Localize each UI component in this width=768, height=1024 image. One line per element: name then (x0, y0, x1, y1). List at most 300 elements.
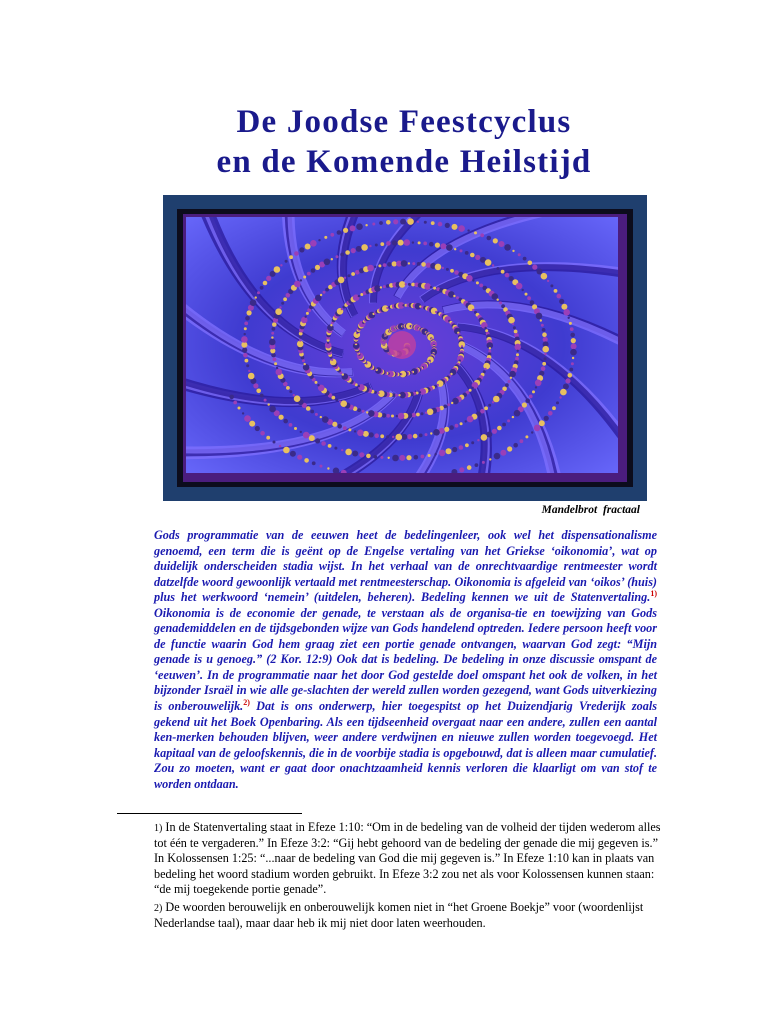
fractal-dot (560, 389, 567, 396)
fractal-dot (356, 246, 362, 252)
fractal-dot (467, 416, 474, 423)
fractal-dot (338, 277, 345, 284)
fractal-dot (497, 426, 502, 431)
title-line-2: en de Komende Heilstijd (216, 144, 592, 180)
fractal-dot (244, 415, 251, 422)
fractal-dot (445, 223, 450, 228)
fractal-dot (395, 394, 398, 397)
fractal-dot (396, 415, 398, 417)
fractal-dot (368, 410, 375, 417)
fractal-dot (502, 423, 506, 427)
fractal-dot (315, 438, 320, 443)
fractal-dot (361, 244, 368, 251)
fractal-dot (331, 359, 333, 361)
fractal-dot (559, 396, 561, 398)
fractal-dot (304, 458, 309, 463)
fractal-dot (489, 347, 491, 349)
fractal-dot (435, 243, 440, 248)
fractal-dot (569, 368, 573, 372)
fractal-dot (363, 431, 369, 437)
body-text-part-1: Gods programmatie van de eeuwen heet de bedelingenleer, ook wel het dispensationalisme genoemd, een term die is geënt op de Engelse vertaling van het Griekse ‘oikonomia’, wat op duidelijk onderscheiden stadia wijst. In het verhaal van de onrechtvaardige rentmeester wordt datzelfde woord gewoonlijk vertaald met rentmeesterschap. Oikonomia is afgeleid van ‘oikos’ (huis) plus het werkwoord ‘nemein’ (uitdelen, beheren). Bedeling kennen we uit de Statenvertaling. (154, 528, 657, 605)
fractal-dot (407, 434, 412, 439)
fractal-dot (290, 451, 296, 457)
fractal-dot (306, 312, 309, 315)
fractal-dot (275, 308, 282, 315)
fractal-dot (303, 276, 306, 279)
fractal-dot (362, 410, 365, 413)
fractal-dot (450, 269, 454, 273)
fractal-dot (435, 264, 442, 271)
fractal-dot (565, 378, 570, 383)
fractal-dot (444, 427, 449, 432)
body-text-part-3: Dat is ons onderwerp, hier toegespitst op het Duizendjarig Vrederijk zoals gekend uit het Boek Openbaring. Als een tijdseenheid overgaat naar een andere, zullen een aantal ken-merken behouden blijven, weer andere verdwijnen en nieuwe zullen worden toegevoegd. Het kapitaal van de geloofskennis, die in de voorbije stadia is opgebouwd, dat is alleen maar cumulatief. Zou zo moeten, want er gaat door onachtzaamheid kennis verloren die klaarligt om van stof te worden ontdaan. (154, 699, 657, 791)
fractal-dot (386, 241, 391, 246)
fractal-dot (320, 465, 323, 468)
fractal-dot (244, 327, 247, 330)
fractal-dot (310, 240, 317, 247)
fractal-dot (433, 287, 436, 290)
fractal-dot (269, 406, 276, 413)
fractal-dot (260, 286, 264, 290)
fractal-dot (247, 310, 252, 315)
fractal-dot (484, 327, 486, 329)
fractal-dot (243, 353, 248, 358)
fractal-dot (305, 244, 311, 250)
fractal-dot (279, 415, 284, 420)
fractal-dot (246, 364, 249, 367)
fractal-dot (300, 279, 302, 281)
fractal-dot (454, 248, 456, 250)
fractal-dot (380, 286, 382, 288)
fractal-dot (404, 239, 411, 246)
fractal-dot (273, 441, 276, 444)
fractal-dot (424, 283, 431, 290)
fractal-dot (299, 247, 304, 252)
fractal-dot (412, 262, 415, 265)
fractal-dot (505, 273, 510, 278)
fractal-dot (279, 306, 281, 308)
fractal-dot (242, 347, 247, 352)
fractal-dot (465, 251, 469, 255)
fractal-dot (513, 443, 518, 448)
fractal-dot (359, 452, 364, 457)
fractal-dot (303, 364, 310, 371)
fractal-dot (472, 309, 474, 311)
fractal-dot (256, 389, 261, 394)
fractal-dot (512, 250, 514, 252)
fractal-dot (508, 317, 515, 324)
fractal-dot (340, 400, 347, 407)
fractal-dot (325, 288, 329, 292)
fractal-dot (367, 265, 374, 272)
fractal-dot (412, 241, 414, 243)
fractal-dot (430, 432, 432, 434)
fractal-dot (253, 383, 258, 388)
fractal-dot (343, 426, 347, 430)
fractal-dot (380, 456, 383, 459)
fractal-dot (268, 403, 270, 405)
fractal-dot (392, 455, 399, 462)
fractal-dot (283, 447, 290, 454)
fractal-dot (260, 431, 265, 436)
fractal-dot (323, 291, 326, 294)
fractal-dot (419, 434, 423, 438)
fractal-dot (421, 262, 426, 267)
fractal-dot (556, 401, 559, 404)
fractal-dot (453, 295, 455, 297)
footnote-ref-1[interactable]: 1) (650, 589, 657, 599)
fractal-dot (286, 386, 290, 390)
fractal-dot (440, 243, 446, 249)
fractal-dot (484, 368, 486, 370)
fractal-dot (405, 283, 407, 285)
fractal-dot (489, 458, 491, 460)
fractal-dot (507, 446, 512, 451)
fractal-dot (459, 467, 464, 472)
fractal-dot (460, 422, 463, 425)
fractal-dot (408, 262, 410, 264)
fractal-dot (331, 258, 333, 260)
fractal-dot (531, 431, 533, 433)
fractal-dot (294, 251, 299, 256)
fractal-dot (452, 447, 457, 452)
fractal-dot (374, 433, 379, 438)
fractal-dot (402, 304, 404, 306)
fractal-dot (446, 448, 452, 454)
fractal-dot (260, 394, 264, 398)
fractal-dot (474, 231, 477, 234)
fractal-dot (283, 297, 287, 301)
fractal-dot (465, 420, 467, 422)
fractal-dot (572, 357, 574, 359)
fractal-dot (303, 432, 310, 439)
fractal-dot (494, 453, 501, 460)
fractal-dot (375, 244, 378, 247)
fractal-dot (408, 283, 411, 286)
fractal-dot (337, 424, 342, 429)
fractal-dot (516, 283, 523, 290)
fractal-dot (458, 225, 465, 232)
fractal-dot (242, 412, 244, 414)
fractal-dot (343, 228, 348, 233)
footnote-number: 1) (154, 823, 163, 834)
fractal-dot (301, 317, 308, 324)
fractal-dot (541, 324, 544, 327)
fractal-dot (322, 416, 329, 423)
fractal-dot (499, 241, 505, 247)
fractal-dot (276, 369, 283, 376)
fractal-dot (294, 395, 301, 402)
fractal-dot (428, 454, 431, 457)
fractal-dot (366, 454, 371, 459)
fractal-dot (552, 406, 556, 410)
fractal-dot (467, 229, 469, 231)
fractal-dot (427, 409, 434, 416)
fractal-dot (399, 455, 405, 461)
fractal-dot (271, 336, 273, 338)
fractal-dot (311, 268, 316, 273)
fractal-dot (563, 384, 569, 390)
fractal-dot (233, 401, 237, 405)
footnote-ref-2[interactable]: 2) (243, 697, 250, 707)
fractal-dot (336, 255, 339, 258)
fractal-dot (355, 270, 360, 275)
fractal-dot (475, 255, 480, 260)
fractal-dot (380, 242, 384, 246)
fractal-dot (501, 270, 505, 274)
fractal-dot (392, 240, 397, 245)
fractal-dot (348, 428, 351, 431)
fractal-dot (387, 262, 392, 267)
fractal-dot (250, 299, 257, 306)
fractal-dot (272, 322, 277, 327)
fractal-dot (377, 392, 379, 394)
fractal-dot (417, 262, 421, 266)
fractal-dot (383, 263, 387, 267)
fractal-dot (299, 339, 301, 341)
fractal-dot (310, 410, 314, 414)
fractal-dot (467, 465, 472, 470)
fractal-dot (321, 441, 326, 446)
fractal-dot (255, 426, 260, 431)
fractal-dot (307, 272, 311, 276)
fractal-dot (245, 359, 249, 363)
fractal-dot (392, 261, 397, 266)
fractal-dot (388, 457, 390, 459)
footnote-1 (154, 820, 666, 897)
fractal-dot (398, 394, 400, 396)
fractal-dot (568, 373, 573, 378)
fractal-dot (528, 261, 533, 266)
fractal-dot (471, 387, 473, 389)
fractal-dot (488, 350, 491, 353)
fractal-dot (484, 406, 488, 410)
fractal-dot (269, 339, 276, 346)
fractal-dot (437, 384, 439, 386)
fractal-dot (289, 423, 293, 427)
fractal-dot (510, 377, 512, 379)
fractal-dot (557, 294, 562, 299)
fractal-dot (354, 430, 356, 432)
fractal-dot (470, 253, 475, 258)
fractal-dot (344, 277, 346, 279)
fractal-dot (327, 467, 329, 469)
fractal-dot (273, 358, 277, 362)
fractal-dot (380, 434, 384, 438)
fractal-dot (332, 422, 337, 427)
fractal-dot (351, 248, 356, 253)
fractal-dot (516, 353, 519, 356)
fractal-dot (543, 337, 548, 342)
fractal-dot (334, 447, 337, 450)
fractal-dot (406, 455, 411, 460)
fractal-dot (460, 249, 463, 252)
fractal-dot (309, 435, 315, 441)
fractal-dot (286, 293, 291, 298)
fractal-dot (520, 439, 524, 443)
fractal-dot (471, 441, 474, 444)
fractal-dot (508, 380, 511, 383)
fractal-dot (264, 399, 267, 402)
fractal-dot (412, 413, 417, 418)
fractal-dot (320, 416, 322, 418)
fractal-dot (559, 299, 564, 304)
fractal-dot (492, 264, 494, 266)
fractal-dot (306, 406, 311, 411)
fractal-dot (523, 257, 527, 261)
fractal-dot (487, 236, 492, 241)
fractal-dot (399, 281, 406, 288)
fractal-dot (340, 253, 344, 257)
fractal-dot (571, 362, 574, 365)
fractal-dot (414, 455, 419, 460)
fractal-dot (266, 276, 271, 281)
fractal-image-frame (163, 195, 647, 501)
fractal-dot (571, 338, 576, 343)
fractal-dot (446, 268, 449, 271)
fractal-dot (320, 294, 322, 296)
fractal-dot (244, 322, 248, 326)
fractal-dot (365, 224, 367, 226)
fractal-dot (417, 221, 419, 223)
fractal-dot (488, 404, 491, 407)
fractal-dot (472, 279, 474, 281)
fractal-dot (431, 221, 435, 225)
fractal-dot (327, 342, 329, 344)
fractal-dot (357, 430, 364, 437)
fractal-dot (352, 451, 358, 457)
fractal-dot (315, 413, 318, 416)
fractal-dot (447, 403, 450, 406)
fractal-dot (339, 401, 341, 403)
fractal-dot (379, 221, 383, 225)
fractal-dot (430, 286, 432, 288)
fractal-dot (305, 316, 307, 318)
fractal-dot (455, 424, 459, 428)
fractal-dot (439, 450, 446, 457)
fractal-dot (272, 327, 276, 331)
fractal-dot (398, 240, 404, 246)
fractal-core (388, 331, 416, 359)
fractal-dot (345, 449, 352, 456)
fractal-dot (537, 269, 543, 275)
fractal-dot (539, 420, 545, 426)
fractal-dot (302, 359, 305, 362)
fractal-dot (446, 244, 453, 251)
fractal-dot (568, 317, 570, 319)
fractal-dot (536, 313, 543, 320)
fractal-dot (374, 285, 381, 292)
fractal-dot (525, 293, 528, 296)
fractal-dot (433, 429, 440, 436)
fractal-dot (509, 371, 516, 378)
fractal-dot (434, 453, 436, 455)
fractal-image-border (183, 214, 627, 482)
fractal-dot (475, 463, 479, 467)
footnote-number: 2) (154, 903, 163, 915)
fractal-dot (452, 224, 458, 230)
fractal-dot (285, 260, 288, 263)
fractal-dot (486, 432, 492, 438)
fractal-dot (373, 455, 377, 459)
fractal-dot (358, 385, 360, 387)
fractal-dot (501, 304, 505, 308)
fractal-dot (442, 267, 444, 269)
fractal-dot (542, 332, 547, 337)
footnote-2 (154, 900, 666, 931)
fractal-dot (276, 367, 278, 369)
fractal-dot (241, 336, 248, 343)
fractal-dot (324, 259, 331, 266)
fractal-dot (570, 333, 575, 338)
fractal-dot (548, 411, 553, 416)
fractal-dot (529, 395, 533, 399)
fractal-dot (429, 242, 434, 247)
fractal-dot (535, 380, 542, 387)
fractal-dot (274, 266, 281, 273)
fractal-dot (504, 244, 511, 251)
fractal-dot (391, 415, 394, 418)
fractal-dot (369, 245, 371, 247)
fractal-dot (289, 255, 293, 259)
fractal-dot (476, 281, 479, 284)
fractal-dot (481, 434, 488, 441)
fractal-dot (386, 435, 389, 438)
fractal-dot (544, 353, 546, 355)
fractal-dot (401, 434, 407, 440)
fractal-dot (257, 291, 260, 294)
fractal-dot (485, 259, 492, 266)
fractal-dot (563, 309, 570, 316)
fractal-dot (544, 416, 549, 421)
fractal-dot (547, 280, 549, 282)
fractal-dot (541, 273, 548, 280)
fractal-dot (281, 302, 284, 305)
fractal-dot (454, 270, 459, 275)
fractal-dot (483, 363, 490, 370)
fractal-dot (425, 412, 427, 414)
fractal-dot (449, 425, 454, 430)
fractal-dot (544, 357, 547, 360)
fractal-dot (392, 436, 394, 438)
fractal-dot (542, 362, 546, 366)
fractal-dot (542, 328, 546, 332)
fractal-dot (304, 363, 306, 365)
fractal-dot (413, 434, 418, 439)
fractal-dot (477, 439, 479, 441)
fractal-dot (341, 449, 343, 451)
fractal-dot (425, 433, 428, 436)
fractal-dot (263, 281, 268, 286)
fractal-dot (294, 427, 297, 430)
body-text-part-2: Oikonomia is de economie der genade, te verstaan als de organisa-tie en toewijzing van Gods genademiddelen en de tijdsgebonden wijze van Gods handelend optreden. Iedere persoon heeft voor de functie waarin God hem graag ziet een portie genade ontvangen, waarvan God zegt: “Mijn genade is u genoeg.” (2 Kor. 12:9) Ook dat is bedeling. De bedeling in onze discussie omspant de ‘eeuwen’. In de programmatie naar het door God gestelde doel omspant het ook de volken, in het bijzonder Israël in wie alle ge-slachten der wereld zullen worden gezegend, want Gods uitverkiezing is onberouwelijk. (154, 605, 657, 714)
fractal-dot (386, 414, 390, 418)
fractal-dot (317, 384, 319, 386)
fractal-dot (229, 395, 234, 400)
fractal-dot (271, 332, 274, 335)
fractal-dot (400, 219, 406, 225)
fractal-dot (274, 362, 277, 365)
fractal-dot (294, 281, 301, 288)
fractal-dot (570, 327, 574, 331)
mandelbrot-fractal-image (186, 217, 618, 473)
fractal-dot (372, 223, 375, 226)
fractal-dot (318, 239, 320, 241)
fractal-dot (465, 443, 469, 447)
fractal-dot (499, 301, 502, 304)
fractal-dot (345, 250, 350, 255)
fractal-dot (469, 389, 472, 392)
